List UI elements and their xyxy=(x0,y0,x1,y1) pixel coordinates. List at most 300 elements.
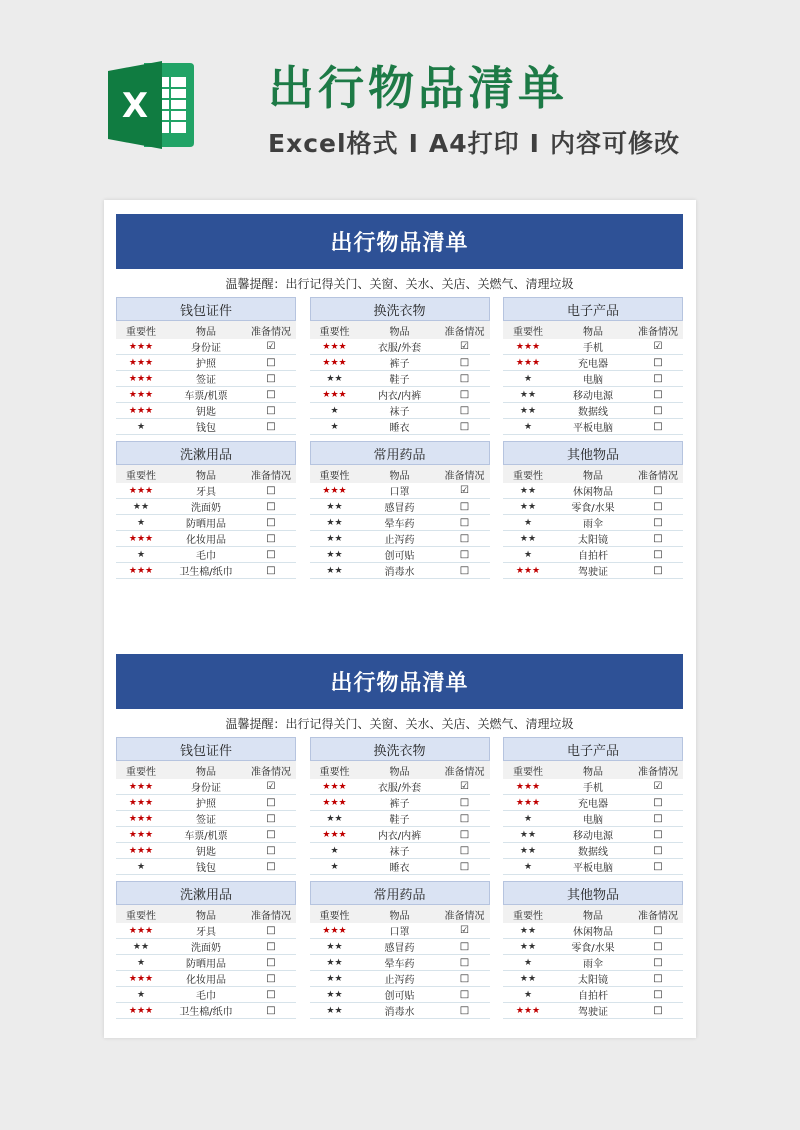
importance-stars: ★★★ xyxy=(322,829,347,840)
category-title: 钱包证件 xyxy=(116,297,296,321)
checkbox[interactable]: □ xyxy=(653,565,663,576)
category-title: 其他物品 xyxy=(503,441,683,465)
table-row xyxy=(116,419,296,435)
table-row xyxy=(310,339,490,355)
table-row xyxy=(310,971,490,987)
item-name: 休闲物品 xyxy=(573,927,613,938)
checkbox[interactable]: □ xyxy=(266,829,276,840)
importance-stars: ★ xyxy=(523,517,533,528)
item-name: 钥匙 xyxy=(196,847,216,858)
importance-stars: ★★★ xyxy=(128,1005,154,1016)
table-row xyxy=(116,483,296,499)
importance-stars: ★★ xyxy=(326,373,343,384)
checkbox[interactable]: □ xyxy=(266,485,276,496)
checkbox[interactable]: ☑ xyxy=(266,781,276,792)
checkbox[interactable]: □ xyxy=(653,405,663,416)
column-header-row xyxy=(116,905,296,923)
table-row xyxy=(503,499,683,515)
column-header-row xyxy=(503,905,683,923)
category-row xyxy=(116,441,683,579)
table-row xyxy=(310,403,490,419)
checkbox[interactable]: □ xyxy=(653,813,663,824)
importance-stars: ★ xyxy=(330,421,339,432)
table-row xyxy=(116,531,296,547)
table-row xyxy=(310,987,490,1003)
table-row xyxy=(116,923,296,939)
importance-stars: ★ xyxy=(330,845,339,856)
column-header-row xyxy=(503,465,683,483)
column-header-row xyxy=(116,761,296,779)
column-header-row xyxy=(503,761,683,779)
item-name: 裤子 xyxy=(389,799,410,810)
table-row xyxy=(310,779,490,795)
table-row xyxy=(503,515,683,531)
table-row xyxy=(116,971,296,987)
column-header-importance: 重要性 xyxy=(319,326,350,338)
checkbox[interactable]: □ xyxy=(459,357,470,368)
checkbox[interactable]: □ xyxy=(653,485,663,496)
category-title: 钱包证件 xyxy=(116,737,296,761)
table-row xyxy=(116,843,296,859)
checkbox[interactable]: □ xyxy=(459,533,470,544)
item-name: 身份证 xyxy=(191,343,221,354)
column-header-importance: 重要性 xyxy=(126,326,156,338)
importance-stars: ★★ xyxy=(326,813,343,824)
table-row xyxy=(503,371,683,387)
importance-stars: ★★ xyxy=(326,517,343,528)
item-name: 卫生棉/纸巾 xyxy=(179,1007,233,1018)
item-name: 感冒药 xyxy=(384,503,415,514)
table-row xyxy=(503,971,683,987)
item-name: 防晒用品 xyxy=(186,519,226,530)
category-table xyxy=(116,297,296,435)
document-subtitle xyxy=(268,124,680,160)
importance-stars: ★ xyxy=(136,861,146,872)
checkbox[interactable]: □ xyxy=(459,1005,470,1016)
table-row xyxy=(503,811,683,827)
table-row xyxy=(310,483,490,499)
paper-preview xyxy=(104,200,696,1038)
checkbox[interactable]: □ xyxy=(653,925,663,936)
checkbox[interactable]: □ xyxy=(266,813,276,824)
checkbox[interactable]: □ xyxy=(266,957,276,968)
sheet-title: 出行物品清单 xyxy=(116,654,683,709)
column-header-status: 准备情况 xyxy=(638,326,678,338)
checkbox[interactable]: ☑ xyxy=(460,781,469,792)
item-name: 手机 xyxy=(583,343,603,354)
checkbox[interactable]: □ xyxy=(266,989,276,1000)
checkbox[interactable]: □ xyxy=(653,941,663,952)
category-table xyxy=(503,737,683,875)
importance-stars: ★★★ xyxy=(515,341,541,352)
importance-stars: ★ xyxy=(136,957,146,968)
item-name: 止泻药 xyxy=(384,975,415,986)
importance-stars: ★★★ xyxy=(128,813,154,824)
importance-stars: ★ xyxy=(523,957,533,968)
checkbox[interactable]: □ xyxy=(459,973,470,984)
importance-stars: ★★ xyxy=(519,845,537,856)
item-name: 消毒水 xyxy=(384,567,415,578)
item-name: 鞋子 xyxy=(389,375,410,386)
banner xyxy=(0,0,800,190)
importance-stars: ★★ xyxy=(326,957,343,968)
column-header-item: 物品 xyxy=(389,470,410,482)
column-header-item: 物品 xyxy=(389,326,410,338)
category-title: 洗漱用品 xyxy=(116,441,296,465)
checkbox[interactable]: □ xyxy=(653,957,663,968)
table-row xyxy=(310,843,490,859)
checkbox[interactable]: □ xyxy=(266,565,276,576)
category-table xyxy=(310,441,490,579)
column-header-importance: 重要性 xyxy=(513,470,543,482)
item-name: 雨伞 xyxy=(583,519,603,530)
checkbox[interactable]: □ xyxy=(266,421,276,432)
checkbox[interactable]: ☑ xyxy=(460,485,469,496)
table-row xyxy=(116,987,296,1003)
importance-stars: ★ xyxy=(523,989,533,1000)
table-row xyxy=(503,827,683,843)
table-row xyxy=(310,1003,490,1019)
item-name: 签证 xyxy=(196,815,216,826)
column-header-item: 物品 xyxy=(389,766,410,778)
table-row xyxy=(310,827,490,843)
checkbox[interactable]: □ xyxy=(653,549,663,560)
column-header-status: 准备情况 xyxy=(444,910,485,922)
item-name: 洗面奶 xyxy=(191,503,221,514)
checkbox[interactable]: ☑ xyxy=(266,341,276,352)
checkbox[interactable]: □ xyxy=(266,501,276,512)
table-row xyxy=(310,355,490,371)
item-name: 晕车药 xyxy=(384,519,415,530)
checkbox[interactable]: □ xyxy=(653,357,663,368)
category-table xyxy=(503,297,683,435)
item-name: 太阳镜 xyxy=(578,975,608,986)
item-name: 裤子 xyxy=(389,359,410,370)
importance-stars: ★ xyxy=(330,405,339,416)
item-name: 衣服/外套 xyxy=(377,783,422,794)
item-name: 身份证 xyxy=(191,783,221,794)
importance-stars: ★★ xyxy=(519,389,537,400)
table-row xyxy=(116,371,296,387)
category-table xyxy=(116,881,296,1019)
item-name: 数据线 xyxy=(578,407,608,418)
category-title: 常用药品 xyxy=(310,881,490,905)
item-name: 钱包 xyxy=(196,863,216,874)
importance-stars: ★★★ xyxy=(128,973,154,984)
table-row xyxy=(116,955,296,971)
checkbox[interactable]: □ xyxy=(459,549,470,560)
checkbox[interactable]: □ xyxy=(459,405,470,416)
subtitle-separator: I xyxy=(408,129,419,158)
category-table xyxy=(503,441,683,579)
item-name: 车票/机票 xyxy=(184,831,228,842)
column-header-item: 物品 xyxy=(196,766,216,778)
item-name: 牙具 xyxy=(196,927,216,938)
item-name: 钱包 xyxy=(196,423,216,434)
checkbox[interactable]: □ xyxy=(459,421,470,432)
checkbox[interactable]: □ xyxy=(653,1005,663,1016)
item-name: 护照 xyxy=(196,799,216,810)
checkbox[interactable]: ☑ xyxy=(653,341,663,352)
checkbox[interactable]: □ xyxy=(266,925,276,936)
importance-stars: ★★ xyxy=(326,989,343,1000)
document-title: 出行物品清单 xyxy=(268,61,568,115)
column-header-status: 准备情况 xyxy=(444,470,485,482)
checkbox[interactable]: □ xyxy=(459,813,470,824)
checkbox[interactable]: □ xyxy=(459,989,470,1000)
column-header-importance: 重要性 xyxy=(319,766,350,778)
item-name: 签证 xyxy=(196,375,216,386)
table-row xyxy=(310,419,490,435)
column-header-importance: 重要性 xyxy=(126,470,156,482)
checkbox[interactable]: □ xyxy=(653,501,663,512)
checkbox[interactable]: □ xyxy=(459,845,470,856)
item-name: 睡衣 xyxy=(389,423,410,434)
item-name: 创可贴 xyxy=(384,991,415,1002)
importance-stars: ★★ xyxy=(326,549,343,560)
table-row xyxy=(116,779,296,795)
table-row xyxy=(310,387,490,403)
importance-stars: ★★ xyxy=(326,1005,343,1016)
checkbox[interactable]: □ xyxy=(459,957,470,968)
table-row xyxy=(310,515,490,531)
table-row xyxy=(116,515,296,531)
importance-stars: ★★★ xyxy=(515,565,541,576)
importance-stars: ★★★ xyxy=(128,389,154,400)
table-row xyxy=(503,419,683,435)
importance-stars: ★★★ xyxy=(128,845,154,856)
item-name: 车票/机票 xyxy=(184,391,228,402)
checkbox[interactable]: □ xyxy=(266,549,276,560)
checkbox[interactable]: □ xyxy=(266,373,276,384)
checkbox[interactable]: □ xyxy=(459,565,470,576)
checkbox[interactable]: □ xyxy=(266,517,276,528)
item-name: 鞋子 xyxy=(389,815,410,826)
item-name: 平板电脑 xyxy=(573,863,613,874)
table-row xyxy=(310,547,490,563)
table-row xyxy=(116,827,296,843)
category-row xyxy=(116,297,683,435)
importance-stars: ★ xyxy=(136,989,146,1000)
item-name: 袜子 xyxy=(389,847,410,858)
checkbox[interactable]: □ xyxy=(459,797,470,808)
importance-stars: ★★★ xyxy=(128,925,154,936)
item-name: 化妆用品 xyxy=(186,975,226,986)
importance-stars: ★★ xyxy=(519,941,537,952)
table-row xyxy=(310,563,490,579)
table-row xyxy=(310,795,490,811)
category-title: 换洗衣物 xyxy=(310,297,490,321)
item-name: 充电器 xyxy=(578,799,608,810)
importance-stars: ★★★ xyxy=(322,781,347,792)
column-header-status: 准备情况 xyxy=(638,470,678,482)
table-row xyxy=(503,563,683,579)
reminder-text: 温馨提醒：出行记得关门、关窗、关水、关店、关燃气、清理垃圾 xyxy=(225,716,574,731)
item-name: 护照 xyxy=(196,359,216,370)
importance-stars: ★★ xyxy=(132,941,150,952)
category-title: 常用药品 xyxy=(310,441,490,465)
table-row xyxy=(116,387,296,403)
table-row xyxy=(116,1003,296,1019)
item-name: 自拍杆 xyxy=(578,551,608,562)
item-name: 零食/水果 xyxy=(571,503,615,514)
category-table xyxy=(116,737,296,875)
checkbox[interactable]: □ xyxy=(459,517,470,528)
checkbox[interactable]: □ xyxy=(459,829,470,840)
importance-stars: ★★★ xyxy=(128,373,154,384)
checkbox[interactable]: □ xyxy=(266,533,276,544)
importance-stars: ★★ xyxy=(519,973,537,984)
item-name: 手机 xyxy=(583,783,603,794)
column-header-status: 准备情况 xyxy=(251,766,291,778)
subtitle-editable: 内容可修改 xyxy=(549,129,680,158)
checkbox[interactable]: □ xyxy=(266,405,276,416)
checkbox[interactable]: □ xyxy=(653,845,663,856)
excel-logo-icon xyxy=(104,57,200,153)
category-title: 洗漱用品 xyxy=(116,881,296,905)
checkbox[interactable]: ☑ xyxy=(460,341,469,352)
importance-stars: ★★★ xyxy=(322,485,347,496)
checkbox[interactable]: ☑ xyxy=(653,781,663,792)
table-row xyxy=(116,795,296,811)
column-header-status: 准备情况 xyxy=(444,766,485,778)
checkbox[interactable]: □ xyxy=(653,861,663,872)
sheet-title: 出行物品清单 xyxy=(116,214,683,269)
column-header-status: 准备情况 xyxy=(251,910,291,922)
column-header-importance: 重要性 xyxy=(513,910,543,922)
checkbox[interactable]: □ xyxy=(653,973,663,984)
checkbox[interactable]: □ xyxy=(653,389,663,400)
importance-stars: ★★★ xyxy=(515,781,541,792)
importance-stars: ★★ xyxy=(326,941,343,952)
importance-stars: ★★ xyxy=(326,565,343,576)
item-name: 驾驶证 xyxy=(578,567,608,578)
svg-text:X: X xyxy=(121,86,149,126)
table-row xyxy=(310,811,490,827)
column-header-importance: 重要性 xyxy=(513,326,543,338)
table-row xyxy=(503,939,683,955)
table-row xyxy=(310,371,490,387)
table-row xyxy=(310,939,490,955)
checkbox[interactable]: □ xyxy=(266,797,276,808)
checkbox[interactable]: □ xyxy=(459,389,470,400)
checkbox[interactable]: □ xyxy=(653,989,663,1000)
checkbox[interactable]: □ xyxy=(459,501,470,512)
checklist-sheet xyxy=(116,654,683,1019)
item-name: 内衣/内裤 xyxy=(377,831,422,842)
importance-stars: ★★ xyxy=(519,533,537,544)
checkbox[interactable]: □ xyxy=(266,389,276,400)
column-header-row xyxy=(116,465,296,483)
column-header-row xyxy=(116,321,296,339)
column-header-item: 物品 xyxy=(583,910,603,922)
checkbox[interactable]: □ xyxy=(266,861,276,872)
table-row xyxy=(116,859,296,875)
importance-stars: ★★★ xyxy=(322,357,347,368)
checkbox[interactable]: □ xyxy=(653,517,663,528)
checkbox[interactable]: □ xyxy=(266,845,276,856)
checkbox[interactable]: □ xyxy=(266,357,276,368)
importance-stars: ★ xyxy=(523,421,533,432)
category-row xyxy=(116,881,683,1019)
importance-stars: ★★★ xyxy=(128,797,154,808)
importance-stars: ★★★ xyxy=(322,341,347,352)
table-row xyxy=(503,859,683,875)
column-header-importance: 重要性 xyxy=(319,470,350,482)
table-row xyxy=(310,499,490,515)
importance-stars: ★ xyxy=(523,373,533,384)
category-table xyxy=(310,881,490,1019)
checkbox[interactable]: □ xyxy=(459,861,470,872)
item-name: 充电器 xyxy=(578,359,608,370)
importance-stars: ★ xyxy=(523,813,533,824)
checkbox[interactable]: □ xyxy=(266,1005,276,1016)
item-name: 零食/水果 xyxy=(571,943,615,954)
item-name: 睡衣 xyxy=(389,863,410,874)
item-name: 创可贴 xyxy=(384,551,415,562)
importance-stars: ★ xyxy=(136,421,146,432)
checkbox[interactable]: □ xyxy=(653,373,663,384)
table-row xyxy=(503,547,683,563)
column-header-importance: 重要性 xyxy=(319,910,350,922)
checkbox[interactable]: □ xyxy=(266,973,276,984)
importance-stars: ★★★ xyxy=(322,797,347,808)
table-row xyxy=(503,923,683,939)
item-name: 袜子 xyxy=(389,407,410,418)
checkbox[interactable]: □ xyxy=(266,941,276,952)
column-header-status: 准备情况 xyxy=(251,470,291,482)
checkbox[interactable]: □ xyxy=(459,941,470,952)
item-name: 口罩 xyxy=(389,487,410,498)
table-row xyxy=(116,339,296,355)
importance-stars: ★ xyxy=(136,549,146,560)
item-name: 口罩 xyxy=(389,927,410,938)
importance-stars: ★★★ xyxy=(128,533,154,544)
column-header-row xyxy=(310,905,490,923)
importance-stars: ★★★ xyxy=(128,405,154,416)
column-header-row xyxy=(310,465,490,483)
importance-stars: ★★ xyxy=(519,405,537,416)
checkbox[interactable]: □ xyxy=(459,373,470,384)
item-name: 洗面奶 xyxy=(191,943,221,954)
table-row xyxy=(503,483,683,499)
importance-stars: ★★ xyxy=(519,485,537,496)
table-row xyxy=(503,339,683,355)
checkbox[interactable]: □ xyxy=(653,829,663,840)
column-header-row xyxy=(310,321,490,339)
table-row xyxy=(503,987,683,1003)
checkbox[interactable]: ☑ xyxy=(460,925,469,936)
table-row xyxy=(503,779,683,795)
column-header-item: 物品 xyxy=(389,910,410,922)
checkbox[interactable]: □ xyxy=(653,797,663,808)
table-row xyxy=(116,499,296,515)
column-header-status: 准备情况 xyxy=(251,326,291,338)
item-name: 晕车药 xyxy=(384,959,415,970)
importance-stars: ★★ xyxy=(326,501,343,512)
item-name: 消毒水 xyxy=(384,1007,415,1018)
column-header-status: 准备情况 xyxy=(638,766,678,778)
checkbox[interactable]: □ xyxy=(653,421,663,432)
category-grid xyxy=(116,297,683,579)
category-table xyxy=(116,441,296,579)
table-row xyxy=(310,923,490,939)
item-name: 平板电脑 xyxy=(573,423,613,434)
checkbox[interactable]: □ xyxy=(653,533,663,544)
table-row xyxy=(116,547,296,563)
category-title: 其他物品 xyxy=(503,881,683,905)
column-header-row xyxy=(310,761,490,779)
